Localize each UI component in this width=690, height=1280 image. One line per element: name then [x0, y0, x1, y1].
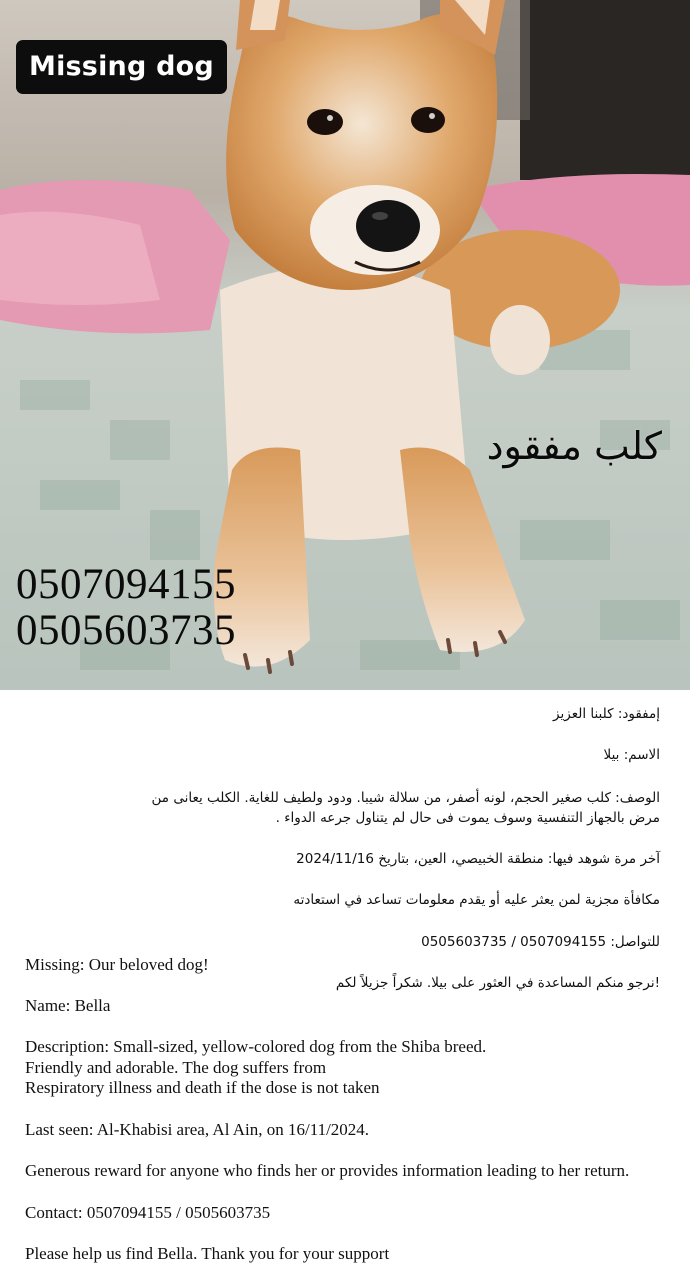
arabic-description-line-2: مرض بالجهاز التنفسية وسوف يموت فى حال لم يتناول جرعه الدواء . [275, 810, 660, 826]
arabic-description-line-1: الوصف: كلب صغير الحجم، لونه أصفر، من سلالة شيبا. ودود ولطيف للغاية. الكلب يعانى من [151, 790, 660, 806]
photo-title-arabic: كلب مفقود [486, 424, 662, 468]
english-thanks-line: Please help us find Bella. Thank you for your support [25, 1244, 390, 1263]
english-description-line-1: Description: Small-sized, yellow-colored dog from the Shiba breed. [25, 1037, 487, 1056]
arabic-name-line: الاسم: بيلا [603, 747, 660, 763]
phone-number-2[interactable]: 0505603735 [16, 607, 236, 654]
phone-number-1[interactable]: 0507094155 [16, 561, 236, 608]
english-name-line: Name: Bella [25, 996, 111, 1015]
english-contact-line: Contact: 0507094155 / 0505603735 [25, 1203, 271, 1222]
arabic-missing-line: إمفقود: كلبنا العزيز [553, 706, 660, 722]
english-last-seen-line: Last seen: Al-Khabisi area, Al Ain, on 16/11/2024. [25, 1120, 370, 1139]
english-missing-line: Missing: Our beloved dog! [25, 955, 209, 974]
photo-phone-numbers [16, 562, 236, 654]
arabic-last-seen-line: آخر مرة شوهد فيها: منطقة الخبيصي، العين، بتاريخ 2024/11/16 [296, 851, 660, 867]
english-description-line-3: Respiratory illness and death if the dose is not taken [25, 1078, 380, 1097]
english-description-line-2: Friendly and adorable. The dog suffers from [25, 1058, 327, 1077]
arabic-contact-line: للتواصل: 0507094155 / 0505603735 [421, 934, 660, 950]
arabic-reward-line: مكافأة مجزية لمن يعثر عليه أو يقدم معلومات تساعد في استعادته [293, 892, 660, 908]
english-reward-line: Generous reward for anyone who finds her or provides information leading to her return. [25, 1161, 630, 1180]
arabic-thanks-line: !نرجو منكم المساعدة في العثور على بيلا. شكراً جزيلاً لكم [335, 975, 660, 991]
missing-dog-badge: Missing dog [16, 40, 227, 94]
